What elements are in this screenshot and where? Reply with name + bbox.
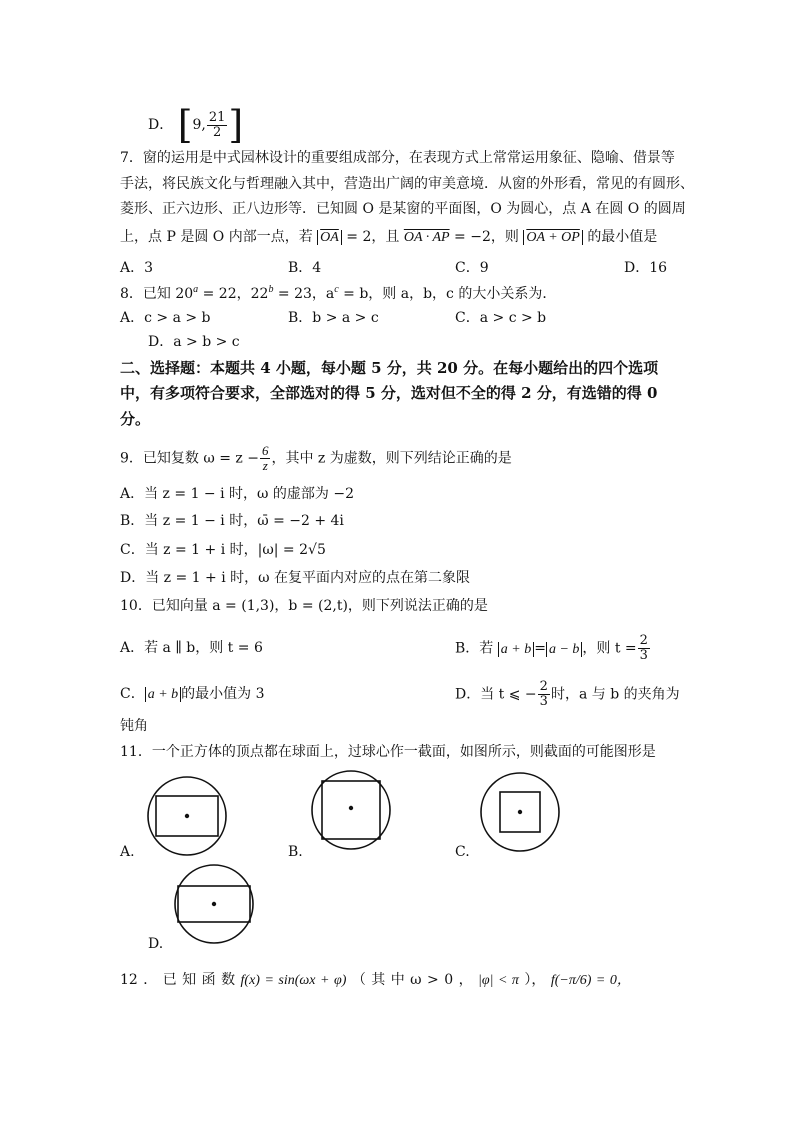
section-2-line-2: 中，有多项符合要求，全部选对的得 5 分，选对但不全的得 2 分，有选错的得 0	[120, 384, 658, 402]
q7-option-a: A．3	[120, 260, 154, 276]
q9-option-b: B．当 z = 1 − i 时，ω̄ = −2 + 4i	[120, 513, 344, 529]
q11-label-d: D.	[148, 936, 164, 952]
q6-fraction: $\frac{21}{2}$	[208, 109, 226, 140]
q10-b-fraction: $\frac{2}{3}$	[639, 633, 648, 663]
q11-figure-c	[478, 770, 562, 854]
q11-label-a: A.	[120, 844, 135, 860]
q9-stem: 9．已知复数 ω = z − $\frac{6}{z}$ ，其中 z 为虚数，则下列结论正确的是	[120, 443, 512, 473]
q10-stem: 10．已知向量 a = (1,3)，b = (2,t)，则下列说法正确的是	[120, 598, 488, 614]
q11-figure-a	[145, 774, 229, 858]
q7-line-4: 上，点 P 是圆 O 内部一点，若 $\overline{OA} = 2$，且 OA · AP = −2，则 OA + OP 的最小值是	[120, 229, 658, 245]
q11-stem: 11．一个正方体的顶点都在球面上，过球心作一截面，如图所示，则截面的可能图形是	[120, 744, 656, 760]
q10-option-d-continued: 钝角	[120, 718, 148, 734]
q7-line-1: 7．窗的运用是中式园林设计的重要组成部分，在表现方式上常常运用象征、隐喻、借景等	[120, 150, 675, 166]
section-2-line-3: 分。	[120, 410, 151, 428]
q11-figure-d	[172, 862, 256, 946]
q11-label-b: B.	[288, 844, 303, 860]
q10-option-b: B．若 a + b = a − b ，则 t = $\frac{2}{3}$	[455, 633, 648, 663]
section-2-line-1: 二、选择题：本题共 4 小题，每小题 5 分，共 20 分。在每小题给出的四个选项	[120, 359, 659, 377]
q10-option-a: A．若 a ∥ b，则 t = 6	[120, 640, 263, 656]
q8-option-c: C．a > c > b	[455, 310, 547, 326]
q9-option-a: A．当 z = 1 − i 时，ω 的虚部为 −2	[120, 486, 354, 502]
q7-option-d: D．16	[624, 260, 668, 276]
q7-line-2: 手法，将民族文化与哲理融入其中，营造出广阔的审美意境．从窗的外形看，常见的有圆形、	[120, 176, 694, 192]
q8-option-d: D．a > b > c	[148, 334, 240, 350]
q12-stem: 12 ． 已 知 函 数 f(x) = sin(ωx + φ) （ 其 中 ω > 0 ， |φ| < π ）， f(−π/6) = 0，	[120, 972, 631, 988]
q8-option-b: B．b > a > c	[288, 310, 379, 326]
q10-d-fraction: $\frac{2}{3}$	[539, 679, 548, 709]
q9-option-d: D．当 z = 1 + i 时，ω 在复平面内对应的点在第二象限	[120, 570, 471, 586]
q9-option-c: C．当 z = 1 + i 时，|ω| = 2√5	[120, 542, 326, 558]
q11-figure-b	[309, 768, 393, 852]
q10-option-c: C． a + b 的最小值为 3	[120, 686, 265, 702]
q9-fraction: $\frac{6}{z}$	[261, 443, 269, 473]
q6-option-d: D． [9, $\frac{21}{2}$ ]	[148, 103, 244, 147]
q7-line-3: 菱形、正六边形、正八边形等．已知圆 O 是某窗的平面图，O 为圆心，点 A 在圆 O 的圆周	[120, 201, 686, 217]
q7-option-c: C．9	[455, 260, 489, 276]
q7-option-b: B．4	[288, 260, 322, 276]
q8-option-a: A．c > a > b	[120, 310, 211, 326]
q10-option-d: D．当 t ⩽ − $\frac{2}{3}$ 时，a 与 b 的夹角为	[455, 679, 680, 709]
q11-label-c: C.	[455, 844, 470, 860]
q8-stem: 8．已知 $20^a = 22$，$22^b = 23$，$a^c = b$，则 a，b，c 的大小关系为．	[120, 284, 557, 302]
